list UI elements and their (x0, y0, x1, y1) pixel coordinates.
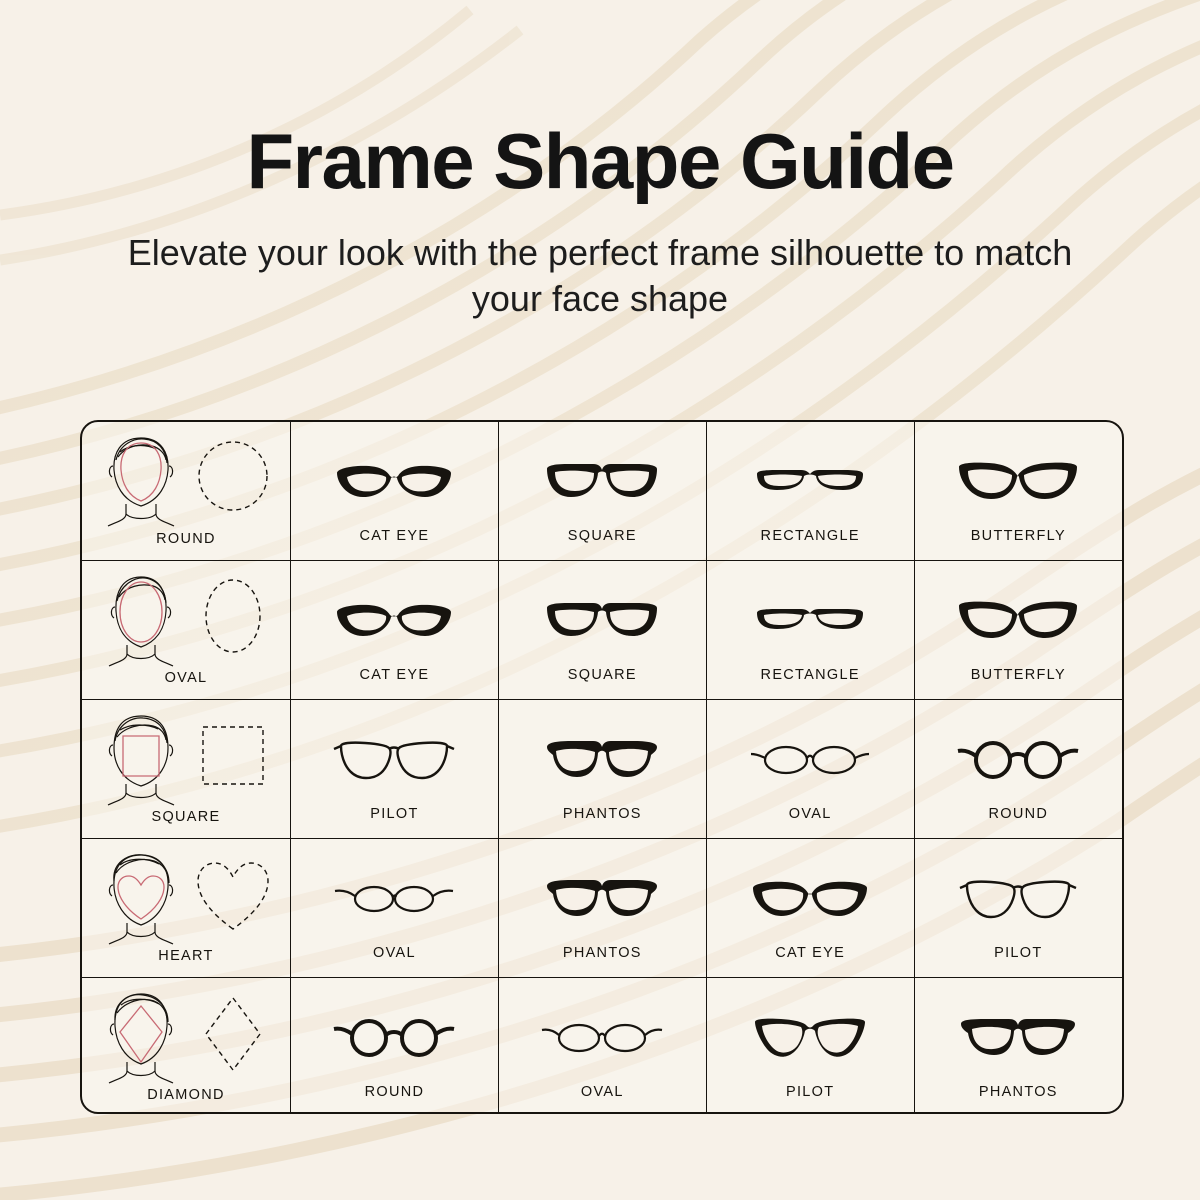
frame-cell[interactable] (914, 839, 1122, 978)
frame-label: RECTANGLE (760, 528, 860, 544)
frame-label: OVAL (580, 1084, 624, 1100)
face-label: DIAMOND (147, 1087, 225, 1103)
shape-square-icon (190, 708, 276, 804)
frame-pilot-icon (291, 716, 498, 804)
frame-butterfly-icon (915, 438, 1122, 526)
frame-label: PILOT (785, 1084, 835, 1100)
frame-label: BUTTERFLY (970, 667, 1066, 683)
frame-oval-icon (291, 855, 498, 943)
frame-cat-eye-icon (291, 438, 498, 526)
frame-cell[interactable] (914, 978, 1122, 1115)
frame-label: BUTTERFLY (970, 528, 1066, 544)
frame-label: SQUARE (567, 667, 637, 683)
frame-cell[interactable] (498, 561, 706, 700)
frame-cat-eye-icon (291, 577, 498, 665)
face-label: SQUARE (151, 809, 221, 825)
frame-cell[interactable] (498, 422, 706, 561)
frame-cell[interactable] (706, 978, 914, 1115)
frame-phantos-icon (499, 855, 706, 943)
face-cell-square[interactable] (82, 700, 291, 839)
frame-rectangle-icon (745, 438, 875, 526)
frame-label: OVAL (788, 806, 832, 822)
shape-circle-icon (190, 430, 276, 526)
frame-label: PHANTOS (978, 1084, 1058, 1100)
shape-ellipse-icon (190, 569, 276, 665)
frame-pilot-icon (707, 994, 914, 1082)
face-cell-diamond[interactable] (82, 978, 291, 1115)
frame-phantos-icon (915, 994, 1122, 1082)
shape-diamond-icon (190, 986, 276, 1082)
frame-label: CAT EYE (775, 945, 846, 961)
frame-cell[interactable] (291, 700, 499, 839)
frame-round-icon (291, 994, 498, 1082)
face-cell-round[interactable] (82, 422, 291, 561)
face-round-icon (96, 430, 186, 526)
frame-cell[interactable] (706, 839, 914, 978)
frame-cell[interactable] (498, 978, 706, 1115)
header (0, 0, 1200, 322)
frame-square-icon (499, 577, 706, 665)
frame-round-icon (915, 716, 1122, 804)
frame-label: PHANTOS (562, 945, 642, 961)
table-row (82, 839, 1122, 978)
frame-cell[interactable] (706, 561, 914, 700)
frame-label: SQUARE (567, 528, 637, 544)
frame-label: CAT EYE (359, 667, 430, 683)
face-label: OVAL (164, 670, 208, 686)
frame-label: PILOT (370, 806, 419, 822)
frame-cell[interactable] (914, 700, 1122, 839)
frame-pilot-icon (915, 855, 1122, 943)
page-subtitle: Elevate your look with the perfect frame silhouette to match your face shape (127, 232, 1073, 320)
table-row (82, 422, 1122, 561)
frame-cell[interactable] (291, 561, 499, 700)
face-cell-oval[interactable] (82, 561, 291, 700)
table-row (82, 978, 1122, 1115)
face-label: ROUND (156, 531, 216, 547)
face-oval-icon (96, 569, 186, 665)
frame-cat-eye-icon (707, 855, 914, 943)
frame-label: ROUND (364, 1084, 425, 1100)
frame-oval-icon (707, 716, 914, 804)
face-diamond-icon (96, 986, 186, 1082)
frame-phantos-icon (499, 716, 706, 804)
frame-cell[interactable] (291, 978, 499, 1115)
frame-label: RECTANGLE (760, 667, 860, 683)
frame-butterfly-icon (915, 577, 1122, 665)
frame-cell[interactable] (498, 839, 706, 978)
table-row (82, 561, 1122, 700)
frame-cell[interactable] (706, 700, 914, 839)
page-title: Frame Shape Guide (246, 117, 954, 205)
shape-heart-icon (190, 847, 276, 943)
frame-shape-grid (80, 420, 1124, 1114)
face-label: HEART (158, 948, 214, 964)
frame-rectangle-icon (707, 577, 914, 665)
frame-cell[interactable] (914, 422, 1122, 561)
face-square-icon (96, 708, 186, 804)
frame-label: CAT EYE (359, 528, 430, 544)
frame-cell[interactable] (914, 561, 1122, 700)
frame-label: PHANTOS (562, 806, 642, 822)
frame-label: ROUND (988, 806, 1049, 822)
frame-label: PILOT (994, 945, 1043, 961)
frame-cell[interactable] (291, 422, 499, 561)
frame-cell[interactable] (706, 422, 914, 561)
frame-cell[interactable] (498, 700, 706, 839)
frame-cell[interactable] (291, 839, 499, 978)
frame-label: OVAL (373, 945, 416, 961)
face-heart-icon (96, 847, 186, 943)
frame-oval-icon (499, 994, 706, 1082)
frame-square-icon (499, 438, 706, 526)
face-cell-heart[interactable] (82, 839, 291, 978)
table-row (82, 700, 1122, 839)
